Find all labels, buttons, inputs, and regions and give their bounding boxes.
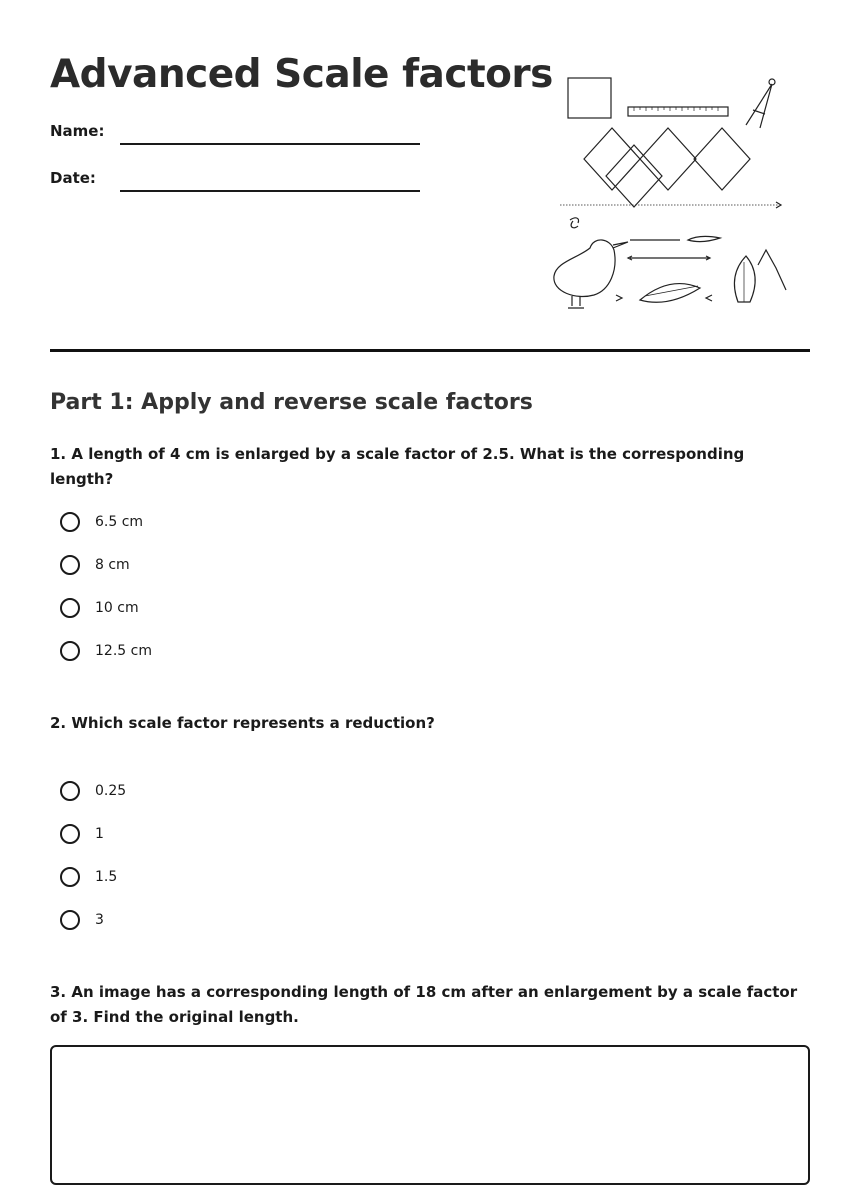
page-title: Advanced Scale factors — [50, 52, 553, 97]
option-item[interactable] — [60, 898, 126, 941]
option-item[interactable] — [60, 769, 126, 812]
option-label: 6.5 cm — [95, 513, 144, 530]
option-item[interactable] — [60, 629, 152, 672]
ruler-icon — [628, 107, 728, 116]
question-3: 3. An image has a corresponding length of 18 cm after an enlargement by a scale factor of 3. Find the original length. — [50, 983, 798, 1026]
radio-button[interactable] — [60, 824, 80, 844]
option-item[interactable] — [60, 812, 126, 855]
question-2-options — [60, 769, 126, 941]
radio-button[interactable] — [60, 910, 80, 930]
radio-button[interactable] — [60, 598, 80, 618]
compass-icon — [746, 79, 775, 128]
option-label: 8 cm — [95, 556, 130, 573]
answer-textbox[interactable] — [50, 1045, 810, 1185]
name-field[interactable] — [120, 143, 420, 145]
worksheet-page — [50, 0, 810, 1161]
date-field[interactable] — [120, 190, 420, 192]
option-item[interactable] — [60, 586, 152, 629]
kiwi-head-icon — [570, 218, 579, 228]
option-item[interactable] — [60, 500, 152, 543]
option-item[interactable] — [60, 855, 126, 898]
radio-button[interactable] — [60, 512, 80, 532]
mountain-icon — [734, 250, 786, 302]
diamond-pattern-icon — [560, 128, 781, 208]
question-1: 1. A length of 4 cm is enlarged by a scale factor of 2.5. What is the corresponding length? — [50, 445, 745, 488]
question-1-options — [60, 500, 152, 672]
fern-icon — [616, 236, 720, 302]
option-label: 1 — [95, 825, 104, 842]
radio-button[interactable] — [60, 555, 80, 575]
section-heading: Part 1: Apply and reverse scale factors — [50, 390, 533, 415]
scale-illustration — [550, 70, 800, 320]
radio-button[interactable] — [60, 781, 80, 801]
option-label: 3 — [95, 911, 104, 928]
option-label: 12.5 cm — [95, 642, 152, 659]
option-item[interactable] — [60, 543, 152, 586]
option-label: 0.25 — [95, 782, 127, 799]
kiwi-bird-icon — [554, 240, 628, 308]
radio-button[interactable] — [60, 867, 80, 887]
question-2: 2. Which scale factor represents a reduction? — [50, 714, 435, 732]
square-icon — [568, 78, 611, 118]
divider — [50, 349, 810, 352]
date-label: Date: — [50, 169, 96, 187]
radio-button[interactable] — [60, 641, 80, 661]
option-label: 10 cm — [95, 599, 139, 616]
option-label: 1.5 — [95, 868, 118, 885]
name-label: Name: — [50, 122, 105, 140]
